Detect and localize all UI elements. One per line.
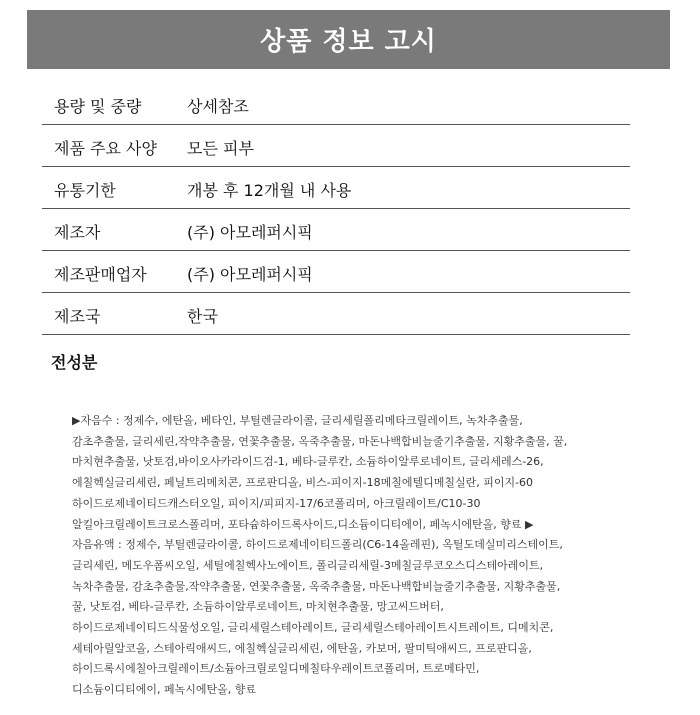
- row-label: 제품 주요 사양: [54, 139, 157, 158]
- row-label: 제조판매업자: [54, 265, 147, 284]
- info-row-expiry: [42, 167, 630, 209]
- ingredients-line: 하이드로제네이티드식물성오일, 글리세릴스테아레이트, 글리세릴스테아레이트시트레이트, 디메치콘,: [72, 621, 554, 635]
- ingredients-list: [72, 411, 672, 701]
- ingredients-line: 꿀, 낫토검, 베타-글루칸, 소듐하이알루로네이트, 마치현추출물, 망고씨드버터,: [72, 600, 444, 614]
- row-label: 용량 및 중량: [54, 97, 142, 116]
- page-title-bar: [27, 10, 670, 69]
- ingredients-line: 감초추출물, 글리세린,작약추출물, 연꽃추출물, 옥죽추출물, 마돈나백합비늘줄기추출물, 지황추출물, 꿀,: [72, 434, 568, 448]
- row-label: 제조자: [54, 223, 101, 242]
- info-row-distributor: [42, 251, 630, 293]
- ingredients-line: 디소듐이디티에이, 페녹시에탄올, 향료: [72, 683, 257, 697]
- row-value: 상세참조: [187, 97, 249, 116]
- row-value: 모든 피부: [187, 139, 254, 158]
- info-row-country: [42, 293, 630, 335]
- row-value: (주) 아모레퍼시픽: [187, 223, 313, 242]
- ingredients-line: 알킬아크릴레이트크로스폴리머, 포타슘하이드록사이드,디소듐이디티에이, 페녹시에탄올, 향료 ▶: [72, 517, 534, 531]
- page-title: 상품 정보 고시: [260, 27, 437, 57]
- ingredients-line: 하이드록시에칠아크릴레이트/소듐아크릴로일디메칠타우레이트코폴리머, 트로메타민,: [72, 662, 480, 676]
- ingredients-line: ▶자음수 : 정제수, 에탄올, 베타인, 부틸렌글라이콜, 글리세릴폴리메타크릴레이트, 녹차추출물,: [72, 414, 523, 427]
- row-value: 개봉 후 12개월 내 사용: [187, 181, 352, 200]
- info-row-manufacturer: [42, 209, 630, 251]
- ingredients-line: 세테아릴알코올, 스테아릭애씨드, 에칠헥실글리세린, 에탄올, 카보머, 팔미틱애씨드, 프로판디올,: [72, 641, 532, 655]
- info-row-volume: [42, 83, 630, 125]
- ingredients-line: 하이드로제네이티드캐스터오일, 피이지/피피지-17/6코폴리머, 아크릴레이트/C10-30: [72, 496, 481, 510]
- row-value: (주) 아모레퍼시픽: [187, 265, 313, 284]
- ingredients-line: 마치현추출물, 낫토검,바이오사카라이드검-1, 베타-글루칸, 소듐하이알루로네이트, 글리세레스-26,: [72, 455, 544, 469]
- ingredients-heading: 전성분: [51, 353, 98, 372]
- info-table: [42, 83, 630, 335]
- row-value: 한국: [187, 307, 218, 326]
- ingredients-line: 자음유액 : 정제수, 부틸렌글라이콜, 하이드로제네이티드폴리(C6-14올레핀), 옥틸도데실미리스테이트,: [72, 538, 563, 552]
- ingredients-line: 글리세린, 메도우폼씨오일, 세틸에칠헥사노에이트, 폴리글리세릴-3메칠글루코오스디스테아레이트,: [72, 558, 544, 572]
- ingredients-line: 에칠헥실글리세린, 페닐트리메치콘, 프로판디올, 비스-피이지-18메칠에텔디메칠실란, 피이지-60: [72, 476, 534, 490]
- row-label: 유통기한: [54, 181, 116, 200]
- ingredients-line: 녹차추출물, 감초추출물,작약추출물, 연꽃추출물, 옥죽추출물, 마돈나백합비늘줄기추출물, 지황추출물,: [72, 579, 561, 593]
- info-row-spec: [42, 125, 630, 167]
- row-label: 제조국: [54, 307, 101, 326]
